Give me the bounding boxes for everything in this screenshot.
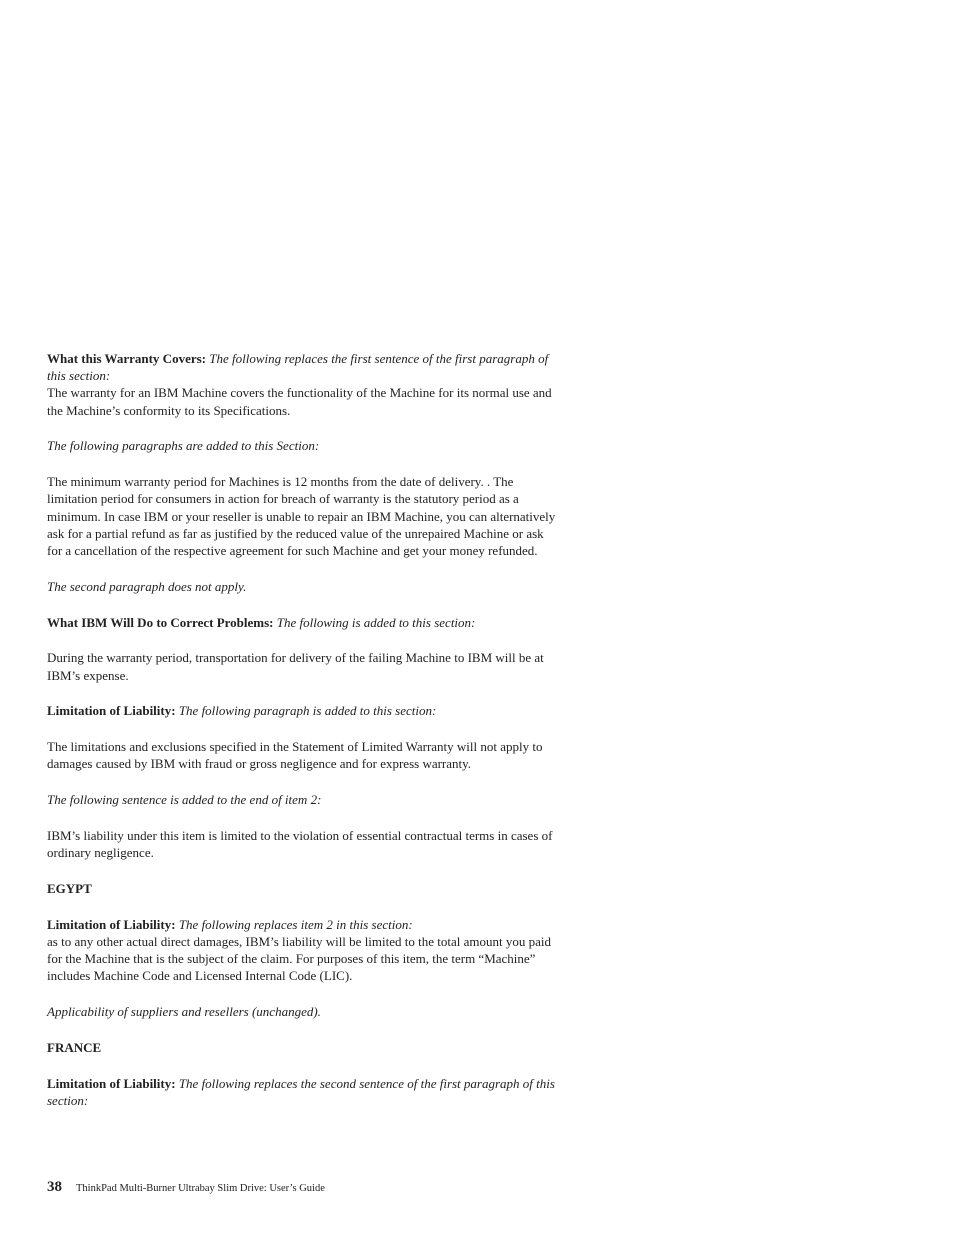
correct-problems-label: What IBM Will Do to Correct Problems:	[47, 614, 274, 630]
document-body	[47, 350, 557, 1128]
egypt-limitation-label: Limitation of Liability:	[47, 916, 176, 932]
warranty-covers-text: The warranty for an IBM Machine covers the functionality of the Machine for its normal use and the Machine’s conformity to its Specifications.	[47, 385, 552, 418]
egypt-limitation-instruction: The following replaces item 2 in this section:	[175, 916, 413, 932]
minimum-period-paragraph: The minimum warranty period for Machines is 12 months from the date of delivery. . The limitation period for consumers in action for breach of warranty is the statutory period as a minimum. In case IBM or your reseller is unable to repair an IBM Machine, you can alternatively ask for a partial refund as far as justified by the reduced value of the unrepaired Machine or ask for a cancellation of the respective agreement for such Machine and get your money refunded.	[47, 474, 556, 559]
transportation-paragraph: During the warranty period, transportation for delivery of the failing Machine to IBM will be at IBM’s expense.	[47, 650, 544, 683]
warranty-covers-instruction: The following replaces the first sentence of the first paragraph of this section:	[47, 351, 549, 384]
applicability-note: Applicability of suppliers and resellers (unchanged).	[47, 1004, 321, 1020]
second-paragraph-note: The second paragraph does not apply.	[47, 578, 247, 594]
egypt-limitation-text: as to any other actual direct damages, IBM’s liability will be limited to the total amount you paid for the Machine that is the subject of the claim. For purposes of this item, the term “Machine” includes Machine Code and Licensed Internal Code (LIC).	[47, 934, 551, 984]
france-heading: FRANCE	[47, 1040, 102, 1055]
limitation-liability-paragraph	[47, 702, 557, 719]
warranty-covers-label: What this Warranty Covers:	[47, 351, 207, 366]
france-limitation-paragraph	[47, 1075, 557, 1109]
warranty-covers-paragraph	[47, 350, 557, 419]
ibm-liability-paragraph: IBM’s liability under this item is limited to the violation of essential contractual terms in cases of ordinary negligence.	[47, 828, 553, 861]
france-limitation-instruction: The following replaces the second sentence of the first paragraph of this section:	[47, 1075, 555, 1108]
correct-problems-instruction: The following is added to this section:	[273, 614, 476, 630]
limitation-liability-instruction: The following paragraph is added to this section:	[175, 703, 437, 719]
egypt-heading: EGYPT	[47, 881, 92, 896]
page-number: 38	[47, 1179, 62, 1195]
limitations-exclusions-paragraph: The limitations and exclusions specified in the Statement of Limited Warranty will not apply to damages caused by IBM with fraud or gross negligence and for express warranty.	[47, 739, 543, 772]
france-limitation-label: Limitation of Liability:	[47, 1075, 176, 1091]
added-paragraphs-note: The following paragraphs are added to this Section:	[47, 438, 320, 454]
page-footer	[47, 1178, 647, 1196]
book-title: ThinkPad Multi-Burner Ultrabay Slim Drive: User’s Guide	[76, 1183, 325, 1194]
correct-problems-paragraph	[47, 614, 557, 631]
egypt-limitation-paragraph	[47, 916, 557, 985]
limitation-liability-label: Limitation of Liability:	[47, 703, 176, 719]
item2-note: The following sentence is added to the end of item 2:	[47, 792, 322, 808]
